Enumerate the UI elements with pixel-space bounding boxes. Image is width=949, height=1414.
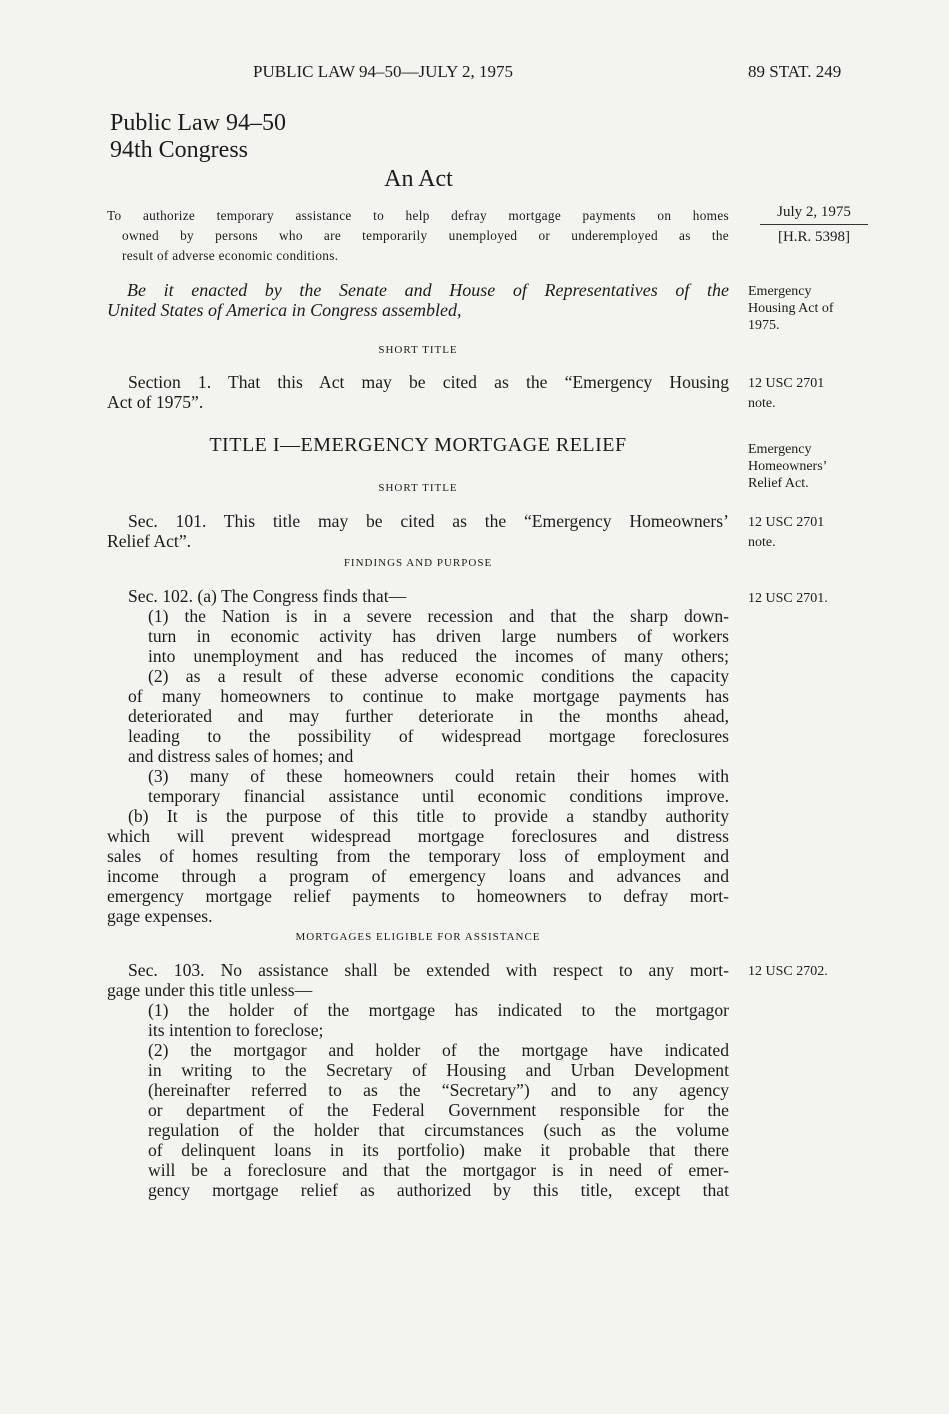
text-line: Act of 1975”. <box>107 392 204 412</box>
enacting-clause <box>107 280 729 320</box>
title-i-heading: TITLE I—EMERGENCY MORTGAGE RELIEF <box>209 434 627 456</box>
text-line: of delinquent loans in its portfolio) make it probable that there <box>148 1140 729 1160</box>
act-heading: An Act <box>384 166 453 192</box>
margin-line: 1975. <box>748 318 780 333</box>
text-line: will be a foreclosure and that the mortgagor is in need of emer- <box>148 1160 729 1180</box>
text-line: which will prevent widespread mortgage foreclosures and distress <box>107 826 729 846</box>
text-line: its intention to foreclose; <box>148 1020 324 1040</box>
text-line: gency mortgage relief as authorized by this title, except that <box>148 1180 729 1200</box>
divider <box>760 224 868 225</box>
heading-mortgages-eligible: MORTGAGES ELIGIBLE FOR ASSISTANCE <box>295 931 541 943</box>
text-line: gage under this title unless— <box>107 980 313 1000</box>
law-number: Public Law 94–50 <box>110 110 286 136</box>
date-box <box>760 204 868 246</box>
text-line: Sec. 101. This title may be cited as the “Emergency Homeowners’ <box>128 511 729 531</box>
enacting-line: United States of America in Congress assembled, <box>107 300 462 320</box>
section-103 <box>107 960 729 1200</box>
enacting-line: Be it enacted by the Senate and House of Representatives of the <box>127 280 729 300</box>
text-line: Sec. 103. No assistance shall be extended with respect to any mort- <box>128 960 729 980</box>
purpose-statement <box>107 208 729 268</box>
section-1 <box>107 372 729 412</box>
text-line: (1) the Nation is in a severe recession and that the sharp down- <box>148 606 729 626</box>
congress: 94th Congress <box>110 137 248 163</box>
purpose-line: owned by persons who are temporarily unemployed or underemployed as the <box>122 228 729 243</box>
margin-note-act-name <box>748 283 834 334</box>
purpose-line: To authorize temporary assistance to help defray mortgage payments on homes <box>107 208 729 223</box>
text-line: sales of homes resulting from the temporary loss of employment and <box>107 846 729 866</box>
text-line: (1) the holder of the mortgage has indicated to the mortgagor <box>148 1000 729 1020</box>
margin-line: 12 USC 2701 <box>748 376 825 391</box>
text-line: deteriorated and may further deteriorate in the months ahead, <box>128 706 729 726</box>
margin-note-citation: 12 USC 2702. <box>748 964 828 979</box>
margin-line: Relief Act. <box>748 476 809 491</box>
section-101 <box>107 511 729 551</box>
heading-short-title: SHORT TITLE <box>378 482 458 494</box>
margin-note-citation: 12 USC 2701. <box>748 591 828 606</box>
enactment-date: July 2, 1975 <box>777 204 851 220</box>
text-line: (3) many of these homeowners could retain their homes with <box>148 766 729 786</box>
margin-line: Homeowners’ <box>748 459 828 474</box>
text-line: gage expenses. <box>107 906 213 926</box>
text-line: Section 1. That this Act may be cited as the “Emergency Housing <box>128 372 729 392</box>
heading-findings: FINDINGS AND PURPOSE <box>343 557 493 569</box>
margin-line: note. <box>748 535 776 550</box>
margin-note-title-name <box>748 441 827 492</box>
page-number: 89 STAT. 249 <box>748 62 842 81</box>
text-line: and distress sales of homes; and <box>128 746 354 766</box>
text-line: of many homeowners to continue to make mortgage payments has <box>128 686 729 706</box>
text-line: (b) It is the purpose of this title to provide a standby authority <box>128 806 729 826</box>
text-line: regulation of the holder that circumstances (such as the volume <box>148 1120 729 1140</box>
section-102 <box>107 586 729 926</box>
margin-line: Emergency <box>748 284 812 299</box>
purpose-line: result of adverse economic conditions. <box>122 248 339 263</box>
text-line: or department of the Federal Government responsible for the <box>148 1100 729 1120</box>
text-line: temporary financial assistance until economic conditions improve. <box>148 786 729 806</box>
margin-note-citation <box>748 375 824 412</box>
margin-line: Housing Act of <box>748 301 834 316</box>
text-line: (2) as a result of these adverse economic conditions the capacity <box>148 666 729 686</box>
margin-note-citation <box>748 514 824 551</box>
margin-line: note. <box>748 396 776 411</box>
text-line: into unemployment and has reduced the incomes of many others; <box>148 646 729 666</box>
margin-line: 12 USC 2701 <box>748 515 825 530</box>
text-line: (2) the mortgagor and holder of the mortgage have indicated <box>148 1040 729 1060</box>
text-line: Sec. 102. (a) The Congress finds that— <box>128 586 407 606</box>
text-line: Relief Act”. <box>107 531 192 551</box>
heading-short-title: SHORT TITLE <box>378 344 458 356</box>
text-line: leading to the possibility of widespread mortgage foreclosures <box>128 726 729 746</box>
running-title: PUBLIC LAW 94–50—JULY 2, 1975 <box>253 62 513 81</box>
text-line: in writing to the Secretary of Housing and Urban Development <box>148 1060 729 1080</box>
text-line: turn in economic activity has driven large numbers of workers <box>148 626 729 646</box>
margin-line: Emergency <box>748 442 812 457</box>
bill-number: [H.R. 5398] <box>777 229 851 245</box>
text-line: income through a program of emergency loans and advances and <box>107 866 729 886</box>
text-line: (hereinafter referred to as the “Secretary”) and to any agency <box>148 1080 729 1100</box>
text-line: emergency mortgage relief payments to homeowners to defray mort- <box>107 886 729 906</box>
